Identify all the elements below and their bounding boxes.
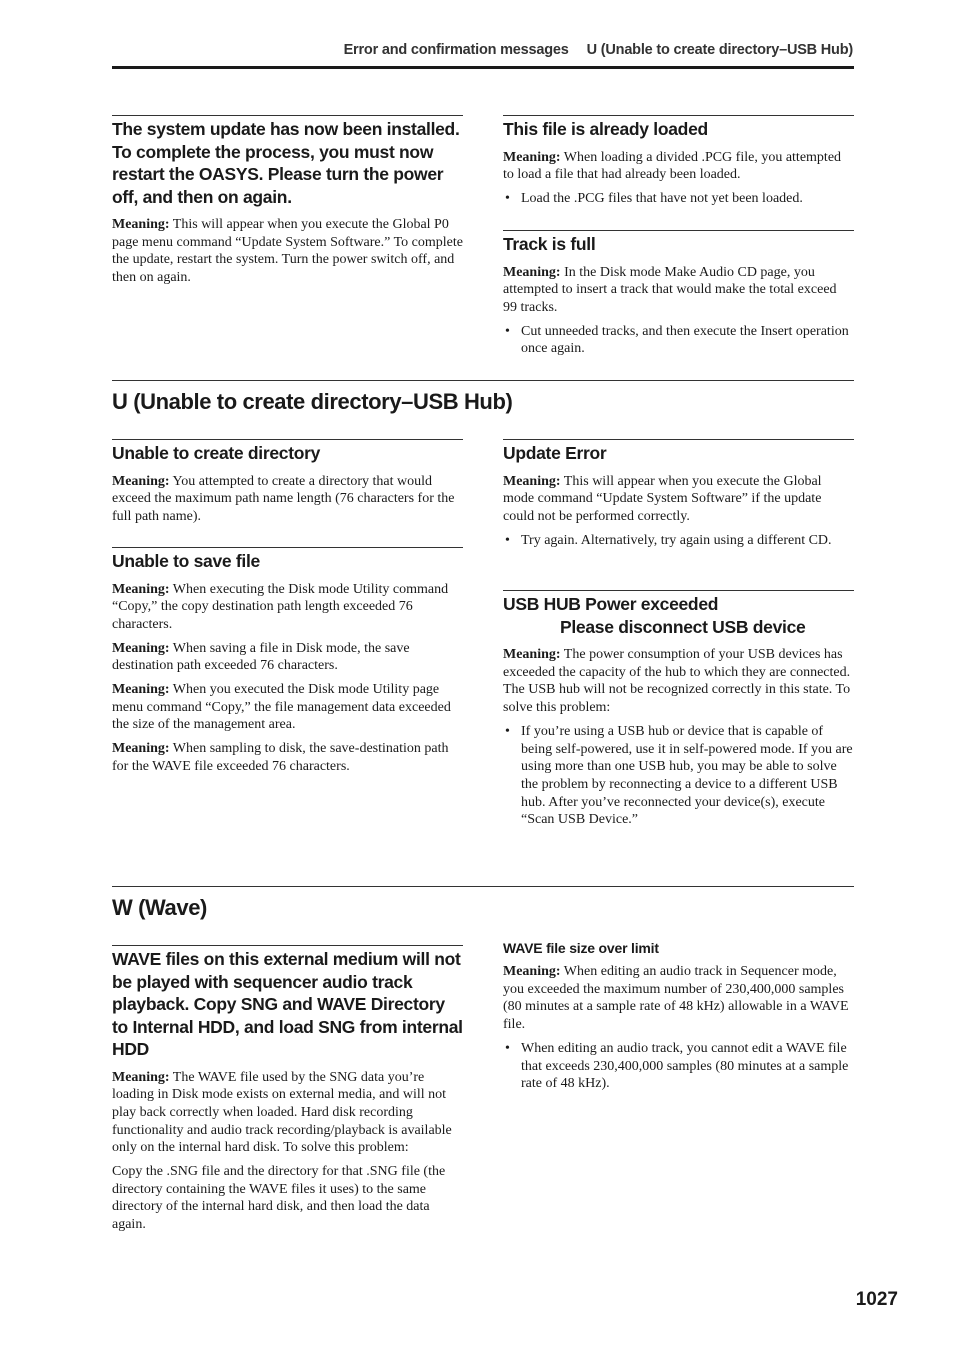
entry-title: Unable to create directory <box>112 443 321 463</box>
bullet-item: • If you’re using a USB hub or device that is capable of being self-powered, use it in self-powered mode. If you are using more than one USB hub, you may be able to solve the problem by reconnecting a device to a different USB hub. After you’ve reconnected your device(s), execute “Scan USB Device.” <box>503 723 854 829</box>
meaning-label: Meaning: <box>503 964 561 979</box>
entry-meaning <box>112 581 463 634</box>
page-number: 1027 <box>855 1289 898 1310</box>
meaning-label: Meaning: <box>112 217 170 232</box>
entry-system-update <box>112 115 463 293</box>
entry-extra-text: Copy the .SNG file and the directory for that .SNG file (the directory containing the WAVE files it uses) to the same directory of the internal hard disk, and then load the data again. <box>112 1164 446 1233</box>
entry-usb-hub-power <box>503 590 854 835</box>
entry-meaning <box>112 473 463 526</box>
bullet-list <box>503 532 854 550</box>
entry-meaning <box>112 740 463 775</box>
section-u <box>112 380 854 415</box>
meaning-text: When sampling to disk, the save-destination path for the WAVE file exceeded 76 characters. <box>112 741 449 774</box>
meaning-label: Meaning: <box>112 741 170 757</box>
meaning-label: Meaning: <box>503 264 561 280</box>
meaning-text: The power consumption of your USB devices has exceeded the capacity of the hub to which they are connected. The USB hub will not be recognized correctly in this state. To solve this problem: <box>503 647 851 716</box>
entry-title: The system update has now been installed. To complete the process, you must now restart the OASYS. Please turn the power off, and then on again. <box>112 119 460 207</box>
meaning-text: You attempted to create a directory that would exceed the maximum path name length (76 characters for the full path name). <box>112 473 455 524</box>
entry-meaning <box>503 473 854 526</box>
entry-title <box>503 593 854 638</box>
running-header-chapter: Error and confirmation messages <box>343 42 569 58</box>
meaning-text: When executing the Disk mode Utility command “Copy,” the copy destination path length exceeded 76 characters. <box>112 581 449 632</box>
section-heading: W (Wave) <box>112 895 207 920</box>
entry-meaning <box>503 149 854 184</box>
bullet-item: • Load the .PCG files that have not yet been loaded. <box>503 190 854 208</box>
meaning-label: Meaning: <box>112 581 170 597</box>
entry-meaning <box>503 963 854 1034</box>
entry-title-line1: USB HUB Power exceeded <box>503 594 719 614</box>
entry-wave-size-over-limit <box>503 939 854 1099</box>
bullet-list <box>503 190 854 208</box>
meaning-text: When you executed the Disk mode Utility page menu command “Copy,” the file management data exceeded the size of the management area. <box>112 682 451 733</box>
meaning-text: This will appear when you execute the Global P0 page menu command “Update System Software.” To complete the update, restart the system. Turn the power switch off, and then on again. <box>112 217 463 286</box>
running-header <box>344 42 853 58</box>
meaning-text: When saving a file in Disk mode, the save destination path exceeded 76 characters. <box>112 640 410 674</box>
meaning-label: Meaning: <box>503 647 561 662</box>
bullet-list <box>503 323 854 358</box>
entry-title: WAVE files on this external medium will not be played with sequencer audio track playback. Copy SNG and WAVE Directory to Internal HDD, and load SNG from internal HDD <box>112 949 463 1059</box>
meaning-text: In the Disk mode Make Audio CD page, you attempted to insert a track that would make the total exceed 99 tracks. <box>503 264 837 315</box>
entry-unable-save-file <box>112 547 463 782</box>
meaning-text: The WAVE file used by the SNG data you’re loading in Disk mode exists on external media, and will not play back correctly when loaded. Hard disk recording functionality and audio track recording/playback is available only on the internal hard disk. To solve this problem: <box>112 1069 452 1156</box>
entry-update-error <box>503 439 854 555</box>
meaning-text: This will appear when you execute the Global mode command “Update System Software” if the update could not be performed correctly. <box>503 473 822 524</box>
bullet-list <box>503 1040 854 1093</box>
meaning-label: Meaning: <box>503 149 561 165</box>
meaning-label: Meaning: <box>112 1069 170 1085</box>
entry-title: WAVE file size over limit <box>503 940 659 956</box>
entry-title-line2: Please disconnect USB device <box>560 616 806 637</box>
entry-meaning <box>503 646 854 717</box>
entry-title: Unable to save file <box>112 551 260 571</box>
meaning-label: Meaning: <box>112 640 170 656</box>
entry-wave-external-medium <box>112 945 463 1240</box>
entry-meaning <box>112 681 463 734</box>
bullet-list <box>503 723 854 829</box>
meaning-label: Meaning: <box>112 473 170 489</box>
bullet-item: • Cut unneeded tracks, and then execute the Insert operation once again. <box>503 323 854 358</box>
entry-title: This file is already loaded <box>503 119 708 139</box>
meaning-label: Meaning: <box>503 473 561 489</box>
entry-already-loaded <box>503 115 854 214</box>
entry-meaning <box>112 640 463 675</box>
bullet-item: • Try again. Alternatively, try again using a different CD. <box>503 532 854 550</box>
entry-meaning <box>112 216 463 287</box>
bullet-item: • When editing an audio track, you cannot edit a WAVE file that exceeds 230,400,000 samples (80 minutes at a sample rate of 48 kHz). <box>503 1040 854 1093</box>
entry-meaning <box>112 1069 463 1158</box>
entry-unable-create-directory <box>112 439 463 532</box>
running-header-section: U (Unable to create directory–USB Hub) <box>586 42 853 58</box>
meaning-text: When loading a divided .PCG file, you attempted to load a file that had already been loaded. <box>503 149 842 183</box>
header-rule <box>112 66 854 69</box>
entry-meaning <box>503 264 854 317</box>
entry-title: Update Error <box>503 443 607 463</box>
section-heading: U (Unable to create directory–USB Hub) <box>112 389 513 414</box>
entry-title: Track is full <box>503 234 596 254</box>
meaning-label: Meaning: <box>112 682 170 698</box>
section-w <box>112 886 854 921</box>
meaning-text: When editing an audio track in Sequencer mode, you exceeded the maximum number of 230,400,000 samples (80 minutes at a sample rate of 48 kHz) allowable in a WAVE file. <box>503 964 849 1033</box>
entry-track-full <box>503 230 854 364</box>
